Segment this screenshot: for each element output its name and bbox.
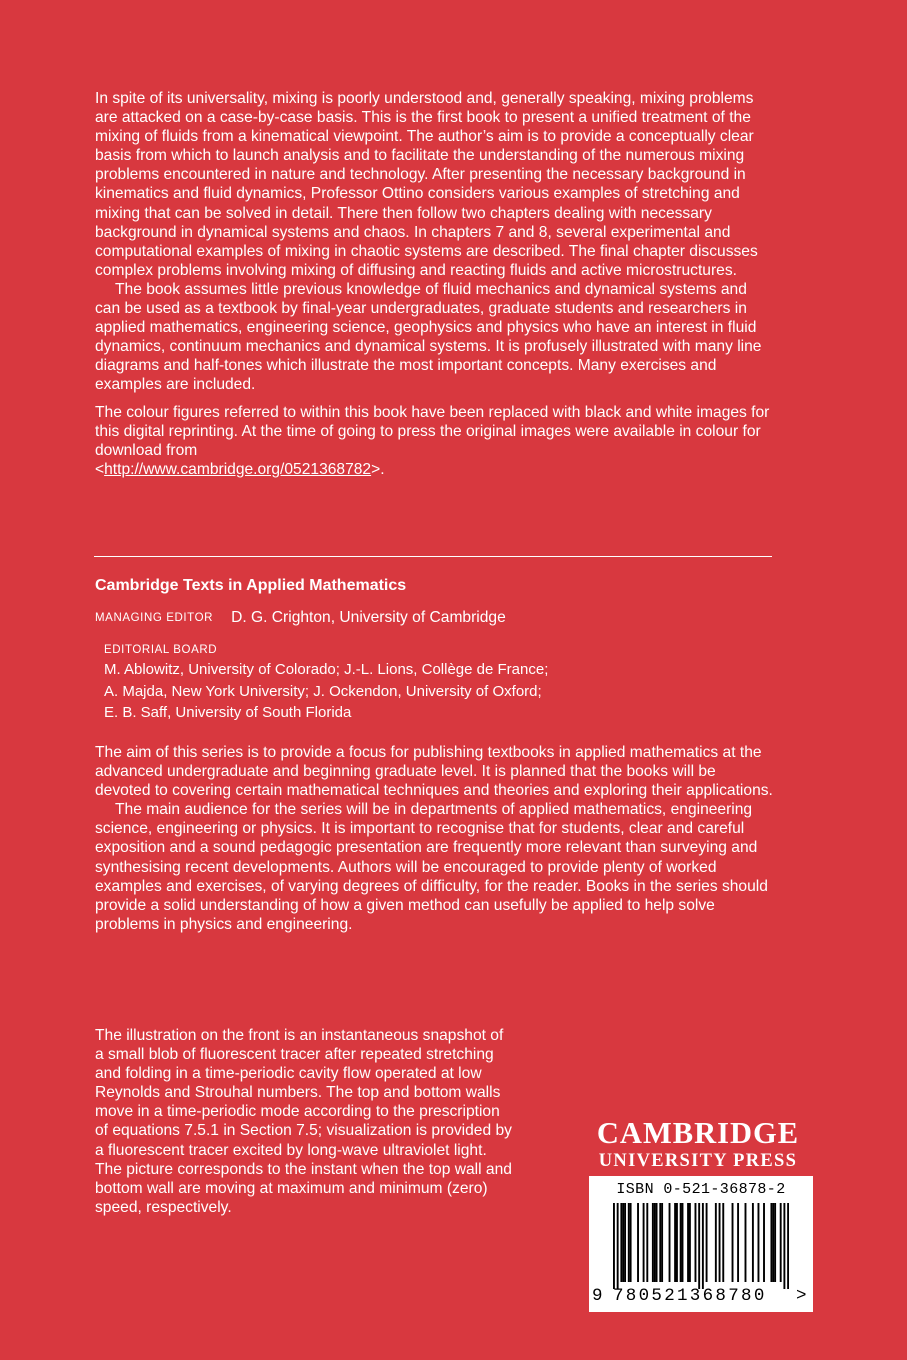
- barcode-bar: [732, 1203, 734, 1282]
- board-line: M. Ablowitz, University of Colorado; J.-L. Lions, Collège de France;: [104, 661, 549, 678]
- series-description: [95, 743, 775, 934]
- barcode-bar: [661, 1203, 663, 1282]
- barcode-bar: [669, 1203, 671, 1282]
- barcode-bar: [680, 1203, 682, 1282]
- barcode-bar: [674, 1203, 676, 1282]
- barcode-bar: [656, 1203, 658, 1282]
- url-close: >.: [371, 460, 385, 478]
- barcode-bar: [687, 1203, 689, 1282]
- barcode-bar: [702, 1203, 704, 1289]
- publisher-name: CAMBRIDGE: [596, 1116, 800, 1150]
- isbn-number: ISBN 0-521-36878-2: [616, 1181, 786, 1198]
- barcode-bar: [676, 1203, 678, 1282]
- barcode-bar: [620, 1203, 622, 1282]
- barcode-bar: [787, 1203, 789, 1289]
- barcode-bar: [630, 1203, 632, 1282]
- barcode-bars: [613, 1203, 789, 1289]
- barcode-bar: [763, 1203, 765, 1282]
- barcode-bar: [783, 1203, 785, 1289]
- board-line: E. B. Saff, University of South Florida: [104, 704, 352, 721]
- barcode-bar: [706, 1203, 708, 1282]
- editorial-board: [104, 643, 548, 724]
- book-blurb: [95, 89, 775, 479]
- colour-note-text: The colour figures referred to within this book have been replaced with black and white images for this digital reprinting. At the time of going to press the original images were available in colour for download from: [95, 403, 770, 459]
- barcode-bar: [719, 1203, 721, 1282]
- barcode-bar: [774, 1203, 776, 1282]
- publisher-logo: [583, 1116, 813, 1172]
- barcode-bar: [643, 1203, 645, 1282]
- barcode-bar: [722, 1203, 724, 1282]
- isbn-barcode: [589, 1176, 813, 1312]
- barcode-bar: [689, 1203, 691, 1282]
- barcode-bar: [682, 1203, 684, 1282]
- colour-note: [95, 403, 775, 479]
- series-paragraph: The aim of this series is to provide a focus for publishing textbooks in applied mathematics at the advanced undergraduate and beginning graduate level. It is planned that the books will be devoted to covering certain mathematical techniques and theories and exploring their applications.: [95, 744, 773, 800]
- editorial-board-label: EDITORIAL BOARD: [104, 644, 218, 656]
- barcode-bar: [659, 1203, 661, 1282]
- barcode-bar: [695, 1203, 697, 1282]
- managing-editor-label: MANAGING EDITOR: [95, 612, 214, 624]
- ean-first-digit: 9: [592, 1286, 603, 1306]
- barcode-bar: [715, 1203, 717, 1282]
- ean-rest-digits: 780521368780: [613, 1286, 767, 1306]
- url-open: <: [95, 460, 105, 478]
- barcode-bar: [772, 1203, 774, 1282]
- barcode-bar: [652, 1203, 654, 1282]
- barcode-bar: [745, 1203, 747, 1282]
- managing-editor: [95, 609, 506, 627]
- blurb-paragraph: In spite of its universality, mixing is poorly understood and, generally speaking, mixing problems are attacked on a case-by-case basis. This is the first book to present a unified treatment of the mixing of fluids from a kinematical viewpoint. The author’s aim is to provide a conceptually clear basis from which to launch analysis and to facilitate the understanding of the numerous mixing problems encountered in nature and technology. After presenting the necessary background in kinematics and fluid dynamics, Professor Ottino considers various examples of stretching and mixing that can be solved in detail. There then follow two chapters dealing with necessary background in dynamical systems and chaos. In chapters 7 and 8, several experimental and computational examples of mixing in chaotic systems are described. The final chapter discusses complex problems involving mixing of diffusing and reacting fluids and active microstructures.: [95, 90, 758, 279]
- publisher-press: UNIVERSITY PRESS: [598, 1151, 798, 1171]
- barcode-bar: [646, 1203, 648, 1282]
- managing-editor-name: D. G. Crighton, University of Cambridge: [231, 609, 506, 626]
- barcode-bar: [628, 1203, 630, 1282]
- download-link[interactable]: http://www.cambridge.org/0521368782: [104, 460, 372, 478]
- ean-end-mark: >: [796, 1286, 807, 1306]
- barcode-bar: [637, 1203, 639, 1282]
- barcode-bar: [758, 1203, 760, 1282]
- barcode-bar: [752, 1203, 754, 1282]
- barcode-bar: [617, 1203, 619, 1289]
- barcode-bar: [624, 1203, 626, 1282]
- series-title: Cambridge Texts in Applied Mathematics: [95, 577, 407, 594]
- barcode-bar: [770, 1203, 772, 1282]
- illustration-caption: The illustration on the front is an instantaneous snapshot of a small blob of fluorescent tracer after repeated stretching and folding in a time-periodic cavity flow operated at low Reynolds and Strouhal numbers. The top and bottom walls move in a time-periodic mode according to the prescription of equations 7.5.1 in Section 7.5; visualization is provided by a fluorescent tracer excited by long-wave ultraviolet light. The picture corresponds to the instant when the top wall and bottom wall are moving at maximum and minimum (zero) speed, respectively.: [95, 1027, 512, 1216]
- barcode-bar: [737, 1203, 739, 1282]
- barcode-bar: [622, 1203, 624, 1282]
- barcode-bar: [654, 1203, 656, 1282]
- barcode-bar: [780, 1203, 782, 1282]
- series-paragraph: The main audience for the series will be in departments of applied mathematics, engineering science, engineering or physics. It is important to recognise that for students, clear and careful exposition and a sound pedagogic presentation are frequently more relevant than surveying and synthesising recent developments. Authors will be encouraged to provide plenty of worked examples and exercises, of varying degrees of difficulty, for the reader. Books in the series should provide a solid understanding of how a given method can usefully be applied to help solve problems in physics and engineering.: [95, 801, 768, 933]
- barcode-bar: [698, 1203, 700, 1289]
- blurb-paragraph: The book assumes little previous knowledge of fluid mechanics and dynamical systems and can be used as a textbook by final-year undergraduates, graduate students and researchers in applied mathematics, engineering science, geophysics and physics who have an interest in fluid dynamics, continuum mechanics and dynamical systems. It is profusely illustrated with many line diagrams and half-tones which illustrate the most important concepts. Many exercises and examples are included.: [95, 280, 762, 394]
- barcode-bar: [613, 1203, 615, 1289]
- divider: [94, 556, 772, 557]
- board-line: A. Majda, New York University; J. Ockendon, University of Oxford;: [104, 682, 542, 700]
